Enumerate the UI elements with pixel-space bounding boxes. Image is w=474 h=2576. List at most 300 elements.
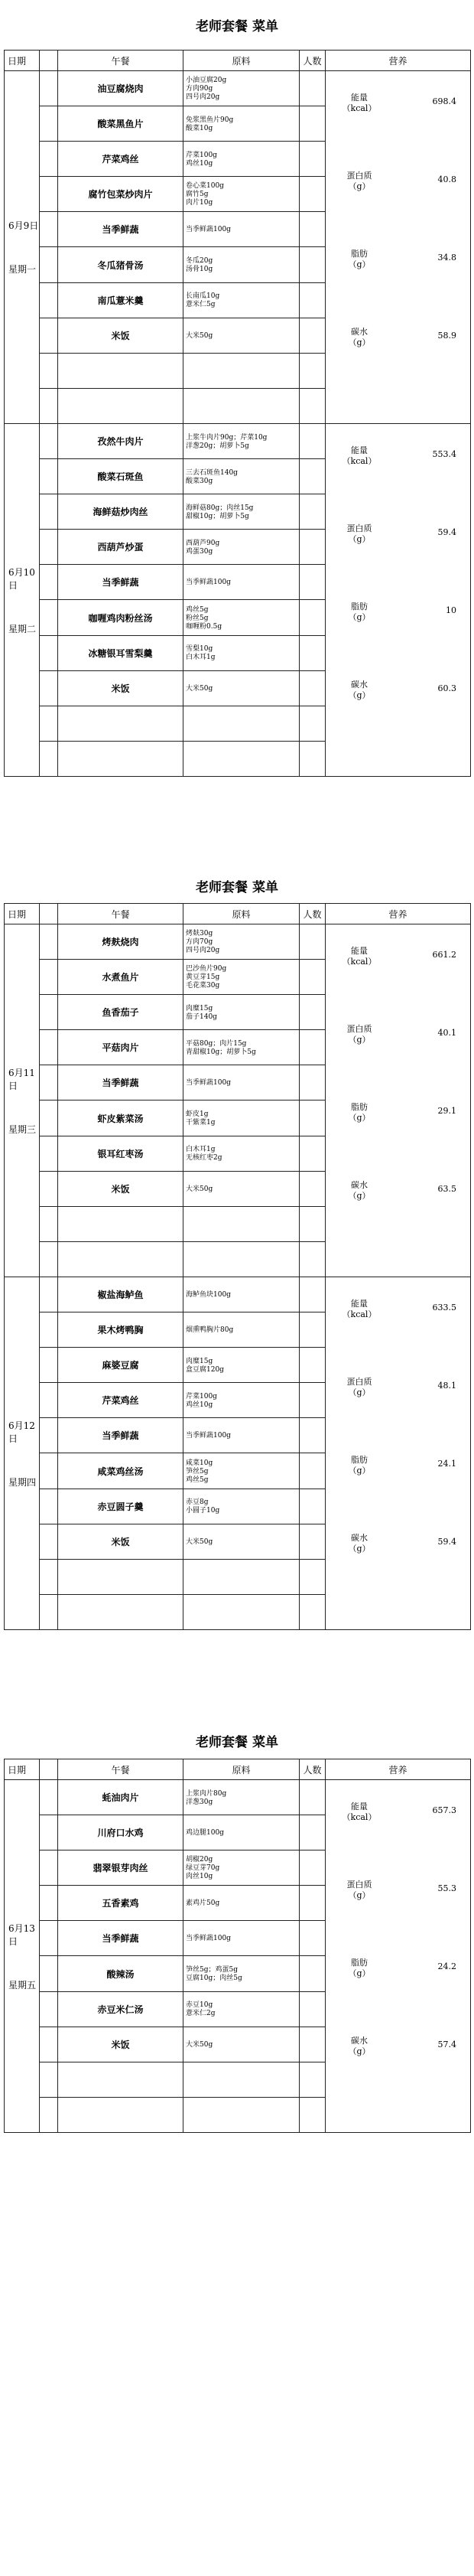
ingredient-line: 黄豆芽15g: [186, 973, 220, 982]
dish-ingredients: [183, 1241, 300, 1277]
nutrient-protein: [326, 1880, 470, 1910]
people-count: [300, 1921, 326, 1956]
people-count: [300, 1383, 326, 1418]
dish-name: 椒盐海鲈鱼: [58, 1277, 183, 1312]
nutrient-label-unit: （g）: [348, 181, 371, 191]
row-spacer: [40, 1065, 58, 1101]
people-count: [300, 635, 326, 670]
ingredient-line: 赤豆10g: [186, 2001, 213, 2010]
header-date: 日期: [5, 904, 40, 924]
people-count: [300, 706, 326, 741]
nutrient-label-unit: （g）: [348, 1544, 371, 1554]
ingredient-line: 白木耳1g: [186, 1146, 216, 1154]
ingredient-line: 冬瓜20g: [186, 257, 213, 266]
dish-ingredients: [183, 353, 300, 388]
dish-ingredients: [183, 2027, 300, 2062]
nutrient-fat: [326, 249, 470, 279]
people-count: [300, 459, 326, 494]
dish-ingredients: [183, 318, 300, 353]
ingredient-line: 汤骨10g: [186, 266, 213, 274]
nutrient-value: 40.1: [437, 1028, 457, 1038]
nutrient-label-unit: （kcal）: [342, 1309, 377, 1319]
people-count: [300, 1136, 326, 1171]
row-spacer: [40, 1206, 58, 1241]
ingredient-line: 干紫菜1g: [186, 1119, 216, 1127]
ingredient-line: 芹菜100g: [186, 1392, 217, 1400]
header-ingredients: 原料: [183, 904, 300, 924]
people-count: [300, 142, 326, 177]
people-count: [300, 1171, 326, 1206]
nutrient-energy: [326, 946, 470, 977]
nutrition-cell: [326, 1780, 471, 2133]
people-count: [300, 1991, 326, 2027]
ingredient-line: 甜椒10g；胡萝卜5g: [186, 512, 249, 520]
ingredient-line: 洋葱30g: [186, 1798, 213, 1806]
dish-name: 麻婆豆腐: [58, 1348, 183, 1383]
dish-name: [58, 706, 183, 741]
people-count: [300, 1030, 326, 1065]
dish-ingredients: [183, 1991, 300, 2027]
dish-name: 孜然牛肉片: [58, 424, 183, 459]
ingredient-line: 四号肉20g: [186, 93, 220, 102]
ingredient-line: 咸菜10g: [186, 1459, 213, 1467]
dish-ingredients: [183, 2097, 300, 2132]
nutrient-value: 48.1: [437, 1381, 457, 1391]
header-nutrition: 营养: [326, 904, 471, 924]
people-count: [300, 1886, 326, 1921]
ingredient-line: 卷心菜100g: [186, 182, 224, 191]
dish-name: 水煮鱼片: [58, 960, 183, 995]
nutrient-carb: [326, 327, 470, 357]
nutrient-label-name: 脂肪: [351, 1455, 368, 1465]
row-spacer: [40, 177, 58, 212]
ingredient-line: 上浆牛肉片90g；芹菜10g: [186, 433, 268, 442]
dish-ingredients: [183, 741, 300, 776]
row-spacer: [40, 1030, 58, 1065]
header-nutrition: 营养: [326, 51, 471, 71]
ingredient-line: 当季鲜蔬100g: [186, 226, 231, 234]
header-row: [5, 1759, 471, 1780]
nutrient-carb: [326, 2036, 470, 2066]
nutrient-label-name: 碳水: [351, 1533, 368, 1543]
header-date: 日期: [5, 1759, 40, 1780]
dish-ingredients: [183, 2062, 300, 2097]
dish-ingredients: [183, 670, 300, 706]
people-count: [300, 2097, 326, 2132]
ingredient-line: 方肉70g: [186, 938, 213, 947]
header-people: 人数: [300, 1759, 326, 1780]
row-spacer: [40, 1241, 58, 1277]
nutrient-label: [336, 171, 382, 192]
nutrient-label-unit: （kcal）: [342, 103, 377, 113]
nutrition-box: [326, 924, 470, 1277]
nutrient-value: 63.5: [437, 1184, 457, 1194]
nutrient-label-name: 脂肪: [351, 249, 368, 259]
dish-ingredients: [183, 142, 300, 177]
nutrient-energy: [326, 93, 470, 123]
header-spacer: [40, 904, 58, 924]
nutrition-cell: [326, 1277, 471, 1630]
dish-name: 酸菜石斑鱼: [58, 459, 183, 494]
dish-ingredients: [183, 995, 300, 1030]
people-count: [300, 565, 326, 600]
ingredient-line: 当季鲜蔬100g: [186, 579, 231, 587]
day-date: 6月13日: [8, 1922, 35, 1947]
table-row: [5, 424, 471, 459]
people-count: [300, 1277, 326, 1312]
dish-name: 赤豆米仁汤: [58, 1991, 183, 2027]
ingredient-line: 平菇80g；肉片15g: [186, 1039, 247, 1048]
row-spacer: [40, 1489, 58, 1524]
dish-ingredients: [183, 1524, 300, 1559]
dish-ingredients: [183, 388, 300, 423]
dish-name: 川府口水鸡: [58, 1815, 183, 1850]
ingredient-line: 青甜椒10g；胡萝卜5g: [186, 1048, 256, 1056]
ingredient-line: 巴沙鱼片90g: [186, 965, 227, 973]
row-spacer: [40, 706, 58, 741]
dish-ingredients: [183, 212, 300, 247]
people-count: [300, 1418, 326, 1453]
dish-name: 五香素鸡: [58, 1886, 183, 1921]
ingredient-line: 咖喱粉0.5g: [186, 622, 222, 631]
dish-ingredients: [183, 530, 300, 565]
ingredient-line: 当季鲜蔬100g: [186, 1432, 231, 1440]
people-count: [300, 494, 326, 530]
header-nutrition: 营养: [326, 1759, 471, 1780]
nutrient-label-unit: （g）: [348, 337, 371, 347]
nutrient-label: [336, 1802, 382, 1823]
people-count: [300, 1312, 326, 1348]
people-count: [300, 2062, 326, 2097]
people-count: [300, 353, 326, 388]
row-spacer: [40, 1524, 58, 1559]
nutrient-label-unit: （g）: [348, 1968, 371, 1978]
row-spacer: [40, 670, 58, 706]
menu-table: [4, 903, 471, 1630]
header-row: [5, 904, 471, 924]
ingredient-line: 三去石斑鱼140g: [186, 468, 238, 477]
nutrient-carb: [326, 1180, 470, 1211]
people-count: [300, 177, 326, 212]
dish-name: 米饭: [58, 670, 183, 706]
nutrient-label: [336, 1880, 382, 1901]
nutrient-label-unit: （g）: [348, 259, 371, 269]
people-count: [300, 1101, 326, 1136]
day-date: 6月9日: [8, 220, 39, 231]
nutrient-fat: [326, 1102, 470, 1133]
dish-ingredients: [183, 1850, 300, 1886]
row-spacer: [40, 2062, 58, 2097]
row-spacer: [40, 530, 58, 565]
dish-name: 南瓜薏米羹: [58, 282, 183, 318]
dish-ingredients: [183, 247, 300, 282]
nutrition-box: [326, 1780, 470, 2132]
nutrient-label-name: 碳水: [351, 680, 368, 690]
dish-ingredients: [183, 1780, 300, 1815]
dish-name: 米饭: [58, 2027, 183, 2062]
nutrient-label: [336, 1102, 382, 1123]
people-count: [300, 1241, 326, 1277]
ingredient-line: 素鸡片50g: [186, 1899, 220, 1908]
nutrient-carb: [326, 680, 470, 710]
row-spacer: [40, 1171, 58, 1206]
dish-ingredients: [183, 282, 300, 318]
header-ingredients: 原料: [183, 1759, 300, 1780]
people-count: [300, 2027, 326, 2062]
nutrient-label-name: 能量: [351, 445, 368, 455]
dish-name: [58, 388, 183, 423]
dish-name: [58, 741, 183, 776]
nutrition-cell: [326, 924, 471, 1277]
table-row: [5, 71, 471, 106]
ingredient-line: 西葫芦90g: [186, 539, 220, 547]
row-spacer: [40, 71, 58, 106]
dish-ingredients: [183, 1065, 300, 1101]
menu-table: [4, 1759, 471, 2133]
nutrient-label-unit: （g）: [348, 612, 371, 622]
dish-ingredients: [183, 1559, 300, 1594]
people-count: [300, 1956, 326, 1991]
row-spacer: [40, 212, 58, 247]
ingredient-line: 胡椒20g: [186, 1856, 213, 1864]
people-count: [300, 1489, 326, 1524]
people-count: [300, 1594, 326, 1629]
nutrient-label: [336, 523, 382, 545]
dish-name: 当季鲜蔬: [58, 565, 183, 600]
table-row: [5, 1277, 471, 1312]
row-spacer: [40, 282, 58, 318]
header-people: 人数: [300, 51, 326, 71]
day-date-cell: [5, 424, 40, 777]
nutrient-protein: [326, 171, 470, 201]
people-count: [300, 600, 326, 635]
ingredient-line: 鸡丝5g: [186, 605, 209, 614]
dish-ingredients: [183, 1312, 300, 1348]
people-count: [300, 1815, 326, 1850]
nutrient-protein: [326, 523, 470, 554]
page-title: 老师套餐 菜单: [196, 19, 278, 34]
row-spacer: [40, 1453, 58, 1489]
day-date-cell: [5, 1277, 40, 1630]
nutrient-label-name: 能量: [351, 946, 368, 956]
nutrient-protein: [326, 1377, 470, 1407]
ingredient-line: 鸡边腿100g: [186, 1829, 224, 1837]
ingredient-line: 赤豆8g: [186, 1498, 209, 1507]
people-count: [300, 1850, 326, 1886]
nutrient-label-unit: （g）: [348, 1387, 371, 1397]
nutrient-carb: [326, 1533, 470, 1564]
ingredient-line: 薏米仁5g: [186, 301, 216, 309]
ingredient-line: 酸菜10g: [186, 124, 213, 132]
nutrient-fat: [326, 602, 470, 632]
ingredient-line: 鸡丝10g: [186, 159, 213, 168]
dish-ingredients: [183, 177, 300, 212]
people-count: [300, 924, 326, 960]
dish-ingredients: [183, 924, 300, 960]
ingredient-line: 四号肉20g: [186, 947, 220, 955]
row-spacer: [40, 1991, 58, 2027]
ingredient-line: 肉糜15g: [186, 1357, 213, 1365]
ingredient-line: 酸菜30g: [186, 477, 213, 485]
dish-name: 冰糖银耳雪梨羹: [58, 635, 183, 670]
nutrient-value: 24.2: [437, 1961, 457, 1971]
dish-name: 冬瓜猪骨汤: [58, 247, 183, 282]
table-row: [5, 924, 471, 960]
nutrient-value: 34.8: [437, 253, 457, 262]
page-title: 老师套餐 菜单: [196, 1735, 278, 1750]
ingredient-line: 芹菜100g: [186, 151, 217, 159]
nutrient-label-name: 脂肪: [351, 602, 368, 611]
ingredient-line: 烟熏鸭胸片80g: [186, 1326, 234, 1335]
dish-name: [58, 2097, 183, 2132]
row-spacer: [40, 1101, 58, 1136]
row-spacer: [40, 565, 58, 600]
dish-ingredients: [183, 706, 300, 741]
nutrient-label-name: 能量: [351, 1802, 368, 1811]
dish-ingredients: [183, 960, 300, 995]
people-count: [300, 388, 326, 423]
nutrient-label-unit: （g）: [348, 534, 371, 544]
day-weekday: 星期五: [8, 1979, 37, 1991]
nutrient-label-name: 蛋白质: [346, 1377, 372, 1387]
dish-name: 米饭: [58, 1524, 183, 1559]
ingredient-line: 上浆肉片80g: [186, 1789, 227, 1798]
dish-ingredients: [183, 1206, 300, 1241]
day-weekday: 星期三: [8, 1123, 37, 1135]
row-spacer: [40, 142, 58, 177]
ingredient-line: 鸡蛋30g: [186, 547, 213, 556]
ingredient-line: 肉糜15g: [186, 1004, 213, 1012]
header-lunch: 午餐: [58, 1759, 183, 1780]
dish-name: 果木烤鸭胸: [58, 1312, 183, 1348]
dish-name: 翡翠银芽肉丝: [58, 1850, 183, 1886]
menu-table: [4, 50, 471, 777]
ingredient-line: 方肉90g: [186, 85, 213, 93]
row-spacer: [40, 459, 58, 494]
ingredient-line: 大米50g: [186, 684, 213, 693]
row-spacer: [40, 2027, 58, 2062]
people-count: [300, 247, 326, 282]
people-count: [300, 71, 326, 106]
dish-name: 芹菜鸡丝: [58, 1383, 183, 1418]
ingredient-line: 小油豆腐20g: [186, 77, 227, 85]
header-spacer: [40, 1759, 58, 1780]
dish-name: 烤麸烧肉: [58, 924, 183, 960]
nutrient-fat: [326, 1958, 470, 1988]
day-date: 6月11日: [8, 1067, 35, 1091]
nutrient-label-unit: （g）: [348, 2046, 371, 2056]
nutrition-cell: [326, 424, 471, 777]
ingredient-line: 毛花菜30g: [186, 982, 220, 990]
ingredient-line: 大米50g: [186, 1185, 213, 1193]
nutrient-label: [336, 1024, 382, 1045]
row-spacer: [40, 1383, 58, 1418]
nutrient-value: 59.4: [437, 1537, 457, 1547]
row-spacer: [40, 247, 58, 282]
row-spacer: [40, 995, 58, 1030]
nutrition-box: [326, 71, 470, 423]
nutrient-energy: [326, 1802, 470, 1832]
nutrient-label-name: 脂肪: [351, 1102, 368, 1112]
ingredient-line: 海鲜菇80g；肉丝15g: [186, 504, 254, 512]
dish-ingredients: [183, 459, 300, 494]
dish-name: 当季鲜蔬: [58, 1065, 183, 1101]
nutrition-box: [326, 424, 470, 776]
row-spacer: [40, 1418, 58, 1453]
row-spacer: [40, 1594, 58, 1629]
row-spacer: [40, 1136, 58, 1171]
dish-ingredients: [183, 1136, 300, 1171]
day-date-cell: [5, 924, 40, 1277]
day-weekday: 星期一: [8, 264, 37, 275]
nutrient-label-name: 碳水: [351, 1180, 368, 1190]
row-spacer: [40, 1780, 58, 1815]
ingredient-line: 粉丝5g: [186, 614, 209, 622]
day-weekday: 星期二: [8, 623, 37, 634]
dish-name: 当季鲜蔬: [58, 212, 183, 247]
dish-name: 当季鲜蔬: [58, 1921, 183, 1956]
nutrient-label-unit: （kcal）: [342, 1812, 377, 1822]
nutrient-label: [336, 93, 382, 114]
nutrient-label-unit: （g）: [348, 690, 371, 700]
dish-ingredients: [183, 565, 300, 600]
ingredient-line: 大米50g: [186, 1537, 213, 1546]
dish-name: 平菇肉片: [58, 1030, 183, 1065]
ingredient-line: 大米50g: [186, 331, 213, 340]
nutrient-fat: [326, 1455, 470, 1485]
ingredient-line: 鸡丝5g: [186, 1475, 209, 1484]
header-ingredients: 原料: [183, 51, 300, 71]
dish-ingredients: [183, 424, 300, 459]
dish-name: [58, 2062, 183, 2097]
ingredient-line: 肉丝10g: [186, 1873, 213, 1881]
people-count: [300, 1559, 326, 1594]
row-spacer: [40, 388, 58, 423]
row-spacer: [40, 1559, 58, 1594]
header-row: [5, 51, 471, 71]
dish-ingredients: [183, 1383, 300, 1418]
dish-ingredients: [183, 71, 300, 106]
dish-ingredients: [183, 494, 300, 530]
nutrient-label: [336, 445, 382, 467]
dish-name: [58, 1559, 183, 1594]
dish-name: 当季鲜蔬: [58, 1418, 183, 1453]
nutrient-label: [336, 602, 382, 623]
row-spacer: [40, 1886, 58, 1921]
people-count: [300, 1206, 326, 1241]
nutrient-value: 29.1: [437, 1106, 457, 1116]
ingredient-line: 鸡丝10g: [186, 1400, 213, 1409]
nutrient-value: 58.9: [437, 331, 457, 341]
dish-name: 海鲜菇炒肉丝: [58, 494, 183, 530]
header-date: 日期: [5, 51, 40, 71]
row-spacer: [40, 106, 58, 142]
people-count: [300, 282, 326, 318]
day-date: 6月12日: [8, 1420, 35, 1444]
day-date-cell: [5, 1780, 40, 2133]
ingredient-line: 当季鲜蔬100g: [186, 1935, 231, 1943]
row-spacer: [40, 2097, 58, 2132]
dish-name: 酸菜黑鱼片: [58, 106, 183, 142]
people-count: [300, 1065, 326, 1101]
ingredient-line: 肉片10g: [186, 199, 213, 207]
nutrient-label: [336, 2036, 382, 2057]
dish-name: 腐竹包菜炒肉片: [58, 177, 183, 212]
nutrient-label: [336, 249, 382, 270]
nutrient-label: [336, 1377, 382, 1398]
ingredient-line: 绿豆芽70g: [186, 1864, 220, 1873]
row-spacer: [40, 600, 58, 635]
